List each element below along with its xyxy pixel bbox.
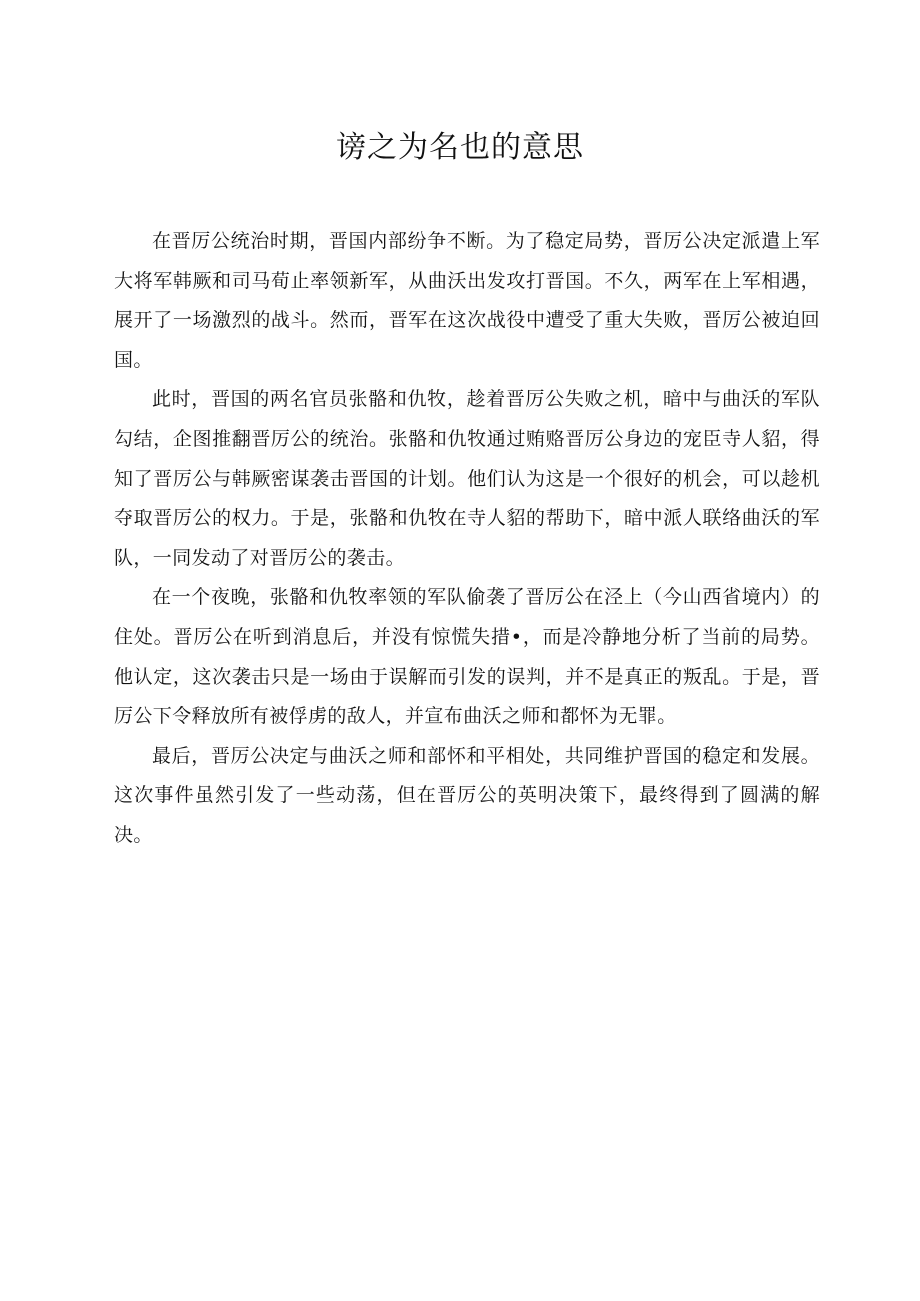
- document-title: 谤之为名也的意思: [336, 130, 584, 165]
- paragraph-2: 此时，晋国的两名官员张骼和仇牧，趁着晋厉公失败之机，暗中与曲沃的军队勾结，企图推翻晋厉公的统治。张骼和仇牧通过贿赂晋厉公身边的宠臣寺人貂，得知了晋厉公与韩厥密谋袭击晋国的计划。他们认为这是一个很好的机会，可以趁机夺取晋厉公的权力。于是，张骼和仇牧在寺人貂的帮助下，暗中派人联络曲沃的军队，一同发动了对晋厉公的袭击。: [114, 388, 820, 569]
- paragraph-1: 在晋厉公统治时期，晋国内部纷争不断。为了稳定局势，晋厉公决定派遣上军大将军韩厥和司马荀止率领新军，从曲沃出发攻打晋国。不久，两军在上军相遇，展开了一场激烈的战斗。然而，晋军在这次战役中遭受了重大失败，晋厉公被迫回国。: [114, 230, 820, 371]
- paragraph-3: 在一个夜晚，张骼和仇牧率领的军队偷袭了晋厉公在泾上（今山西省境内）的住处。晋厉公在听到消息后，并没有惊慌失措•，而是冷静地分析了当前的局势。他认定，这次袭击只是一场由于误解而引发的误判，并不是真正的叛乱。于是，晋厉公下令释放所有被俘虏的敌人，并宣布曲沃之师和都怀为无罪。: [114, 586, 820, 728]
- document-body: [114, 222, 820, 856]
- paragraph-4: 最后，晋厉公决定与曲沃之师和部怀和平相处，共同维护晋国的稳定和发展。这次事件虽然引发了一些动荡，但在晋厉公的英明决策下，最终得到了圆满的解决。: [114, 744, 820, 846]
